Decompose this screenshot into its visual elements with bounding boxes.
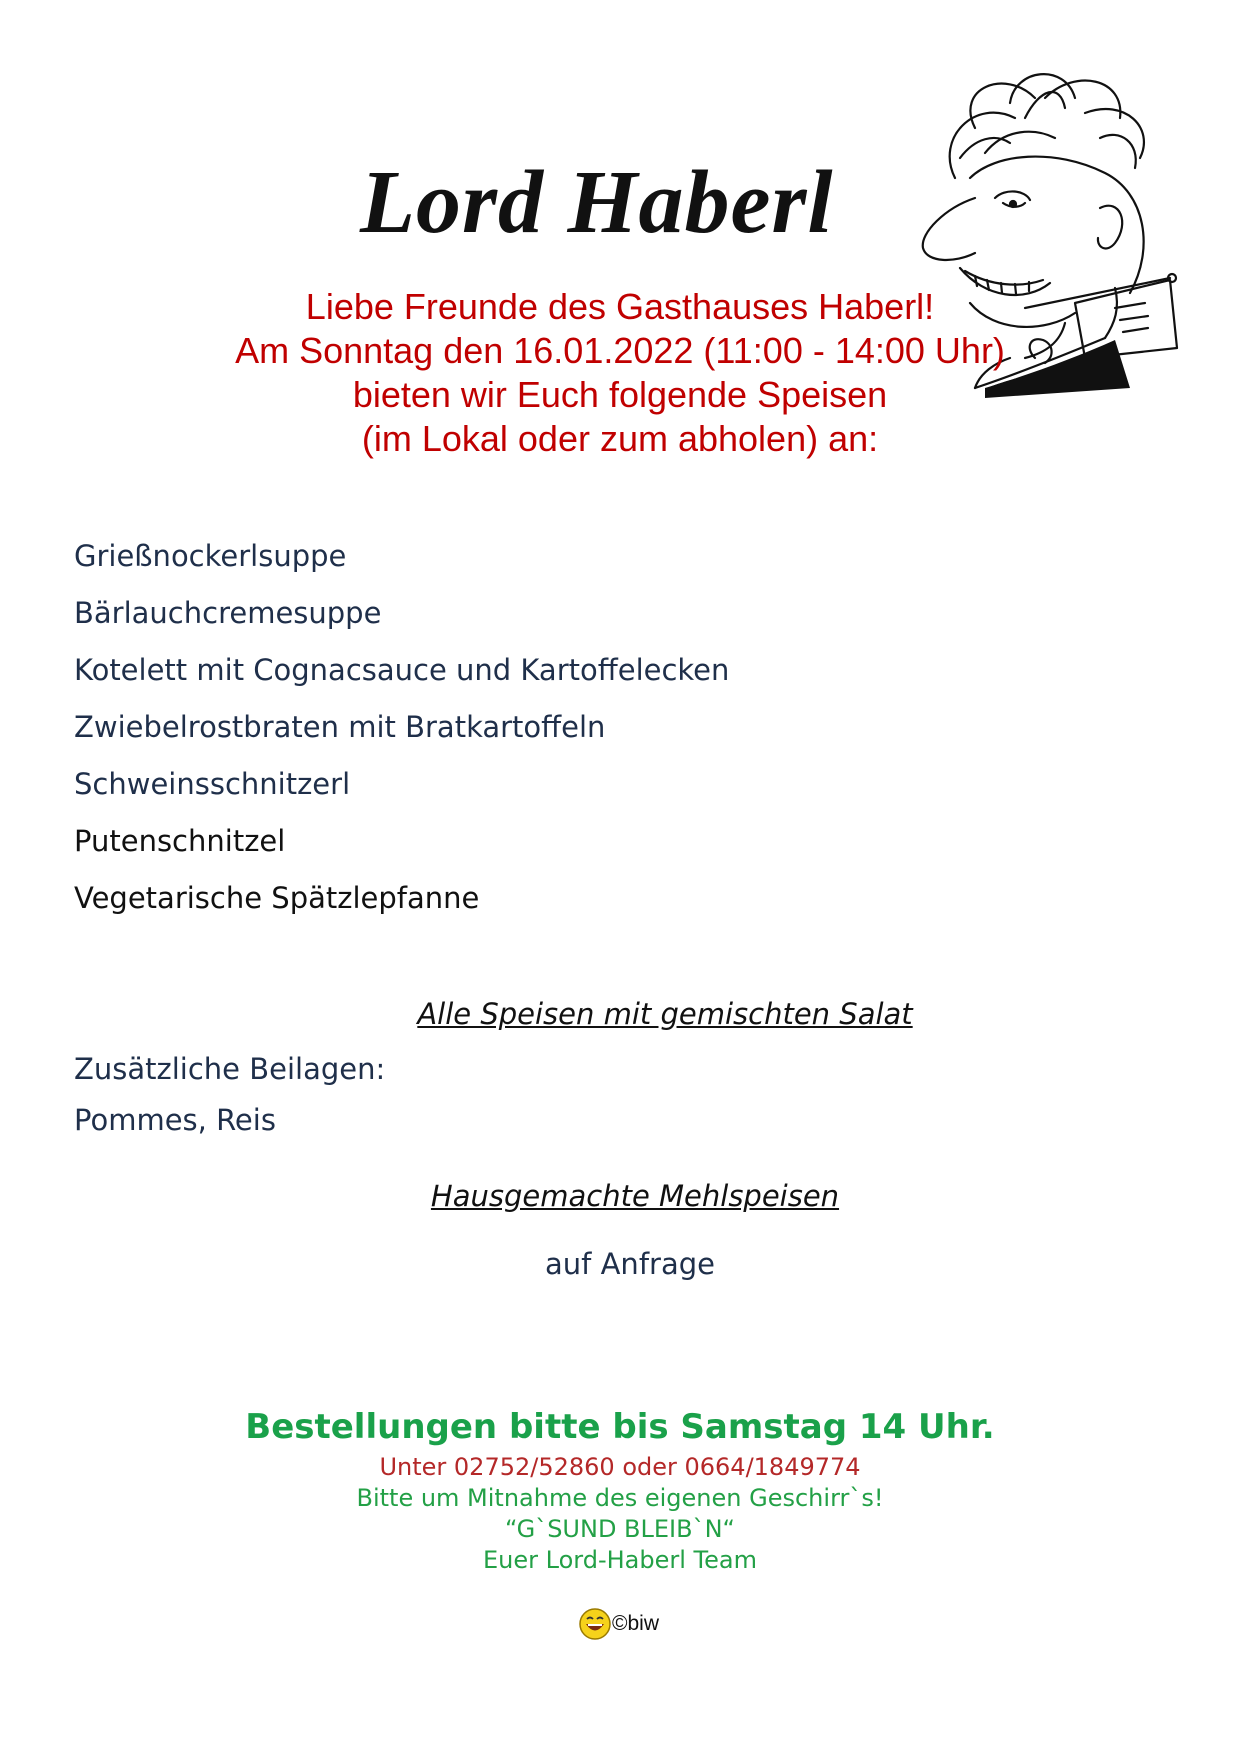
desserts-heading: Hausgemachte Mehlspeisen <box>430 1179 840 1213</box>
menu-item: Bärlauchcremesuppe <box>74 596 382 630</box>
phone-line: Unter 02752/52860 oder 0664/1849774 <box>379 1453 861 1481</box>
menu-item: Schweinsschnitzerl <box>74 767 351 801</box>
menu-item: Grießnockerlsuppe <box>74 539 347 573</box>
menu-item: Vegetarische Spätzlepfanne <box>74 881 480 915</box>
menu-item: Putenschnitzel <box>74 824 286 858</box>
intro-greeting: Liebe Freunde des Gasthauses Haberl! <box>305 286 935 327</box>
sides-label: Zusätzliche Beilagen: <box>74 1052 386 1086</box>
order-deadline: Bestellungen bitte bis Samstag 14 Uhr. <box>245 1407 995 1447</box>
dishes-line: Bitte um Mitnahme des eigenen Geschirr`s! <box>356 1484 884 1512</box>
sides-items: Pommes, Reis <box>74 1103 276 1137</box>
menu-item: Zwiebelrostbraten mit Bratkartoffeln <box>74 710 606 744</box>
salad-note: Alle Speisen mit gemischten Salat <box>417 997 913 1031</box>
desserts-note: auf Anfrage <box>545 1247 715 1281</box>
copyright-row <box>578 1604 659 1644</box>
intro-date-line: Am Sonntag den 16.01.2022 (11:00 - 14:00 Uhr) <box>235 330 1005 371</box>
intro-pickup-line: (im Lokal oder zum abholen) an: <box>361 418 879 459</box>
intro-offer-line: bieten wir Euch folgende Speisen <box>352 374 888 415</box>
menu-item: Kotelett mit Cognacsauce und Kartoffelecken <box>74 653 730 687</box>
copyright-text: ©biw <box>612 1612 659 1635</box>
laughing-smiley-icon <box>578 1607 612 1641</box>
slogan: “G`SUND BLEIB`N“ <box>505 1515 735 1543</box>
restaurant-logo: Lord Haberl <box>360 153 834 252</box>
team-signature: Euer Lord-Haberl Team <box>483 1546 757 1574</box>
